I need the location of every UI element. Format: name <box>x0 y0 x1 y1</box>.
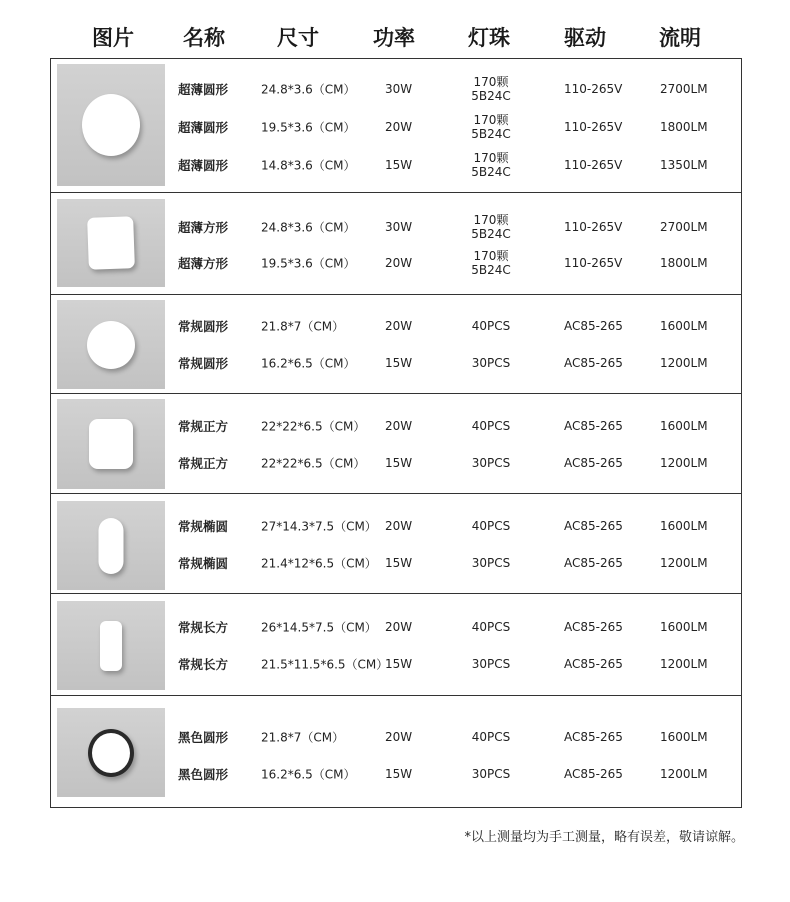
product-beads <box>472 519 511 533</box>
product-beads <box>471 75 511 103</box>
product-size: 22*22*6.5（CM） <box>261 419 366 434</box>
product-group <box>51 594 741 696</box>
product-power: 20W <box>385 620 413 634</box>
product-power: 15W <box>385 456 413 470</box>
product-size: 21.8*7（CM） <box>261 730 345 745</box>
product-lumen: 1350LM <box>660 158 708 172</box>
table-row <box>51 508 741 544</box>
product-size: 26*14.5*7.5（CM） <box>261 620 377 635</box>
product-beads <box>472 456 511 470</box>
bead-line: 5B24C <box>471 263 511 277</box>
product-lumen: 1200LM <box>660 356 708 370</box>
product-power: 20W <box>385 256 413 270</box>
product-lumen: 1600LM <box>660 730 708 744</box>
table-row <box>51 646 741 682</box>
product-name: 常规长方 <box>178 657 229 672</box>
spec-table <box>50 58 742 808</box>
product-group <box>51 295 741 394</box>
product-name: 超薄圆形 <box>178 120 229 135</box>
bead-line: 170颗 <box>473 151 509 165</box>
product-driver: AC85-265 <box>564 419 623 433</box>
product-beads <box>472 419 511 433</box>
product-lumen: 1800LM <box>660 120 708 134</box>
product-group <box>51 696 741 807</box>
product-driver: AC85-265 <box>564 556 623 570</box>
bead-line: 5B24C <box>471 89 511 103</box>
product-beads <box>472 319 511 333</box>
product-beads <box>472 556 511 570</box>
product-driver: 110-265V <box>564 82 623 96</box>
product-name: 超薄方形 <box>178 220 229 235</box>
product-driver: 110-265V <box>564 120 623 134</box>
product-name: 常规长方 <box>178 620 229 635</box>
product-driver: 110-265V <box>564 220 623 234</box>
product-driver: AC85-265 <box>564 767 623 781</box>
product-name: 常规椭圆 <box>178 519 229 534</box>
bead-line: 5B24C <box>471 165 511 179</box>
product-beads <box>472 767 511 781</box>
bead-line: 40PCS <box>471 319 511 333</box>
product-lumen: 1800LM <box>660 256 708 270</box>
bead-line: 30PCS <box>471 767 511 781</box>
header-size: 尺寸 <box>277 26 319 50</box>
product-name: 常规正方 <box>178 456 229 471</box>
product-power: 30W <box>385 220 413 234</box>
header-power: 功率 <box>373 26 415 50</box>
product-lumen: 1600LM <box>660 620 708 634</box>
product-beads <box>471 113 511 141</box>
product-group <box>51 494 741 594</box>
product-group <box>51 59 741 193</box>
product-name: 黑色圆形 <box>178 767 229 782</box>
product-lumen: 1200LM <box>660 456 708 470</box>
product-size: 16.2*6.5（CM） <box>261 767 356 782</box>
product-beads <box>471 213 511 241</box>
product-power: 15W <box>385 356 413 370</box>
bead-line: 170颗 <box>473 113 509 127</box>
product-group <box>51 193 741 295</box>
product-driver: AC85-265 <box>564 657 623 671</box>
product-driver: 110-265V <box>564 158 623 172</box>
product-power: 15W <box>385 767 413 781</box>
bead-line: 170颗 <box>473 213 509 227</box>
product-driver: AC85-265 <box>564 456 623 470</box>
product-name: 超薄方形 <box>178 256 229 271</box>
header-driver: 驱动 <box>564 26 606 50</box>
bead-line: 30PCS <box>471 556 511 570</box>
product-beads <box>471 249 511 277</box>
table-row <box>51 109 741 145</box>
product-lumen: 1600LM <box>660 419 708 433</box>
product-name: 常规正方 <box>178 419 229 434</box>
product-driver: 110-265V <box>564 256 623 270</box>
product-driver: AC85-265 <box>564 620 623 634</box>
product-lumen: 2700LM <box>660 82 708 96</box>
bead-line: 40PCS <box>471 730 511 744</box>
product-beads <box>471 151 511 179</box>
table-row <box>51 71 741 107</box>
product-name: 常规圆形 <box>178 319 229 334</box>
table-row <box>51 408 741 444</box>
product-size: 21.8*7（CM） <box>261 319 345 334</box>
product-name: 超薄圆形 <box>178 158 229 173</box>
product-beads <box>472 356 511 370</box>
product-size: 19.5*3.6（CM） <box>261 256 356 271</box>
product-beads <box>472 730 511 744</box>
product-name: 常规圆形 <box>178 356 229 371</box>
product-power: 20W <box>385 730 413 744</box>
table-row <box>51 719 741 755</box>
product-lumen: 1200LM <box>660 767 708 781</box>
product-size: 24.8*3.6（CM） <box>261 220 356 235</box>
product-power: 15W <box>385 657 413 671</box>
product-lumen: 2700LM <box>660 220 708 234</box>
product-size: 16.2*6.5（CM） <box>261 356 356 371</box>
table-row <box>51 445 741 481</box>
header-name: 名称 <box>183 26 225 50</box>
bead-line: 170颗 <box>473 249 509 263</box>
header-beads: 灯珠 <box>468 26 510 50</box>
bead-line: 40PCS <box>471 519 511 533</box>
product-lumen: 1600LM <box>660 519 708 533</box>
product-power: 15W <box>385 158 413 172</box>
product-power: 20W <box>385 419 413 433</box>
product-driver: AC85-265 <box>564 356 623 370</box>
bead-line: 5B24C <box>471 227 511 241</box>
product-lumen: 1200LM <box>660 556 708 570</box>
product-size: 27*14.3*7.5（CM） <box>261 519 377 534</box>
product-name: 常规椭圆 <box>178 556 229 571</box>
product-name: 超薄圆形 <box>178 82 229 97</box>
table-row <box>51 756 741 792</box>
product-power: 30W <box>385 82 413 96</box>
table-row <box>51 545 741 581</box>
table-row <box>51 308 741 344</box>
bead-line: 30PCS <box>471 657 511 671</box>
product-driver: AC85-265 <box>564 519 623 533</box>
product-driver: AC85-265 <box>564 319 623 333</box>
product-size: 21.4*12*6.5（CM） <box>261 556 377 571</box>
product-power: 20W <box>385 319 413 333</box>
product-size: 24.8*3.6（CM） <box>261 82 356 97</box>
table-row <box>51 209 741 245</box>
product-size: 14.8*3.6（CM） <box>261 158 356 173</box>
footnote: *以上测量均为手工测量，略有误差，敬请谅解。 <box>464 830 744 845</box>
product-name: 黑色圆形 <box>178 730 229 745</box>
table-row <box>51 609 741 645</box>
product-size: 22*22*6.5（CM） <box>261 456 366 471</box>
table-row <box>51 245 741 281</box>
header-image: 图片 <box>92 26 134 50</box>
product-power: 20W <box>385 519 413 533</box>
bead-line: 30PCS <box>471 356 511 370</box>
product-power: 15W <box>385 556 413 570</box>
bead-line: 170颗 <box>473 75 509 89</box>
product-size: 19.5*3.6（CM） <box>261 120 356 135</box>
product-beads <box>472 620 511 634</box>
product-size: 21.5*11.5*6.5（CM） <box>261 657 389 672</box>
product-group <box>51 394 741 494</box>
product-beads <box>472 657 511 671</box>
table-row <box>51 147 741 183</box>
product-lumen: 1600LM <box>660 319 708 333</box>
bead-line: 30PCS <box>471 456 511 470</box>
bead-line: 40PCS <box>471 620 511 634</box>
table-row <box>51 345 741 381</box>
product-driver: AC85-265 <box>564 730 623 744</box>
product-lumen: 1200LM <box>660 657 708 671</box>
bead-line: 40PCS <box>471 419 511 433</box>
product-power: 20W <box>385 120 413 134</box>
bead-line: 5B24C <box>471 127 511 141</box>
header-lumen: 流明 <box>659 26 701 50</box>
